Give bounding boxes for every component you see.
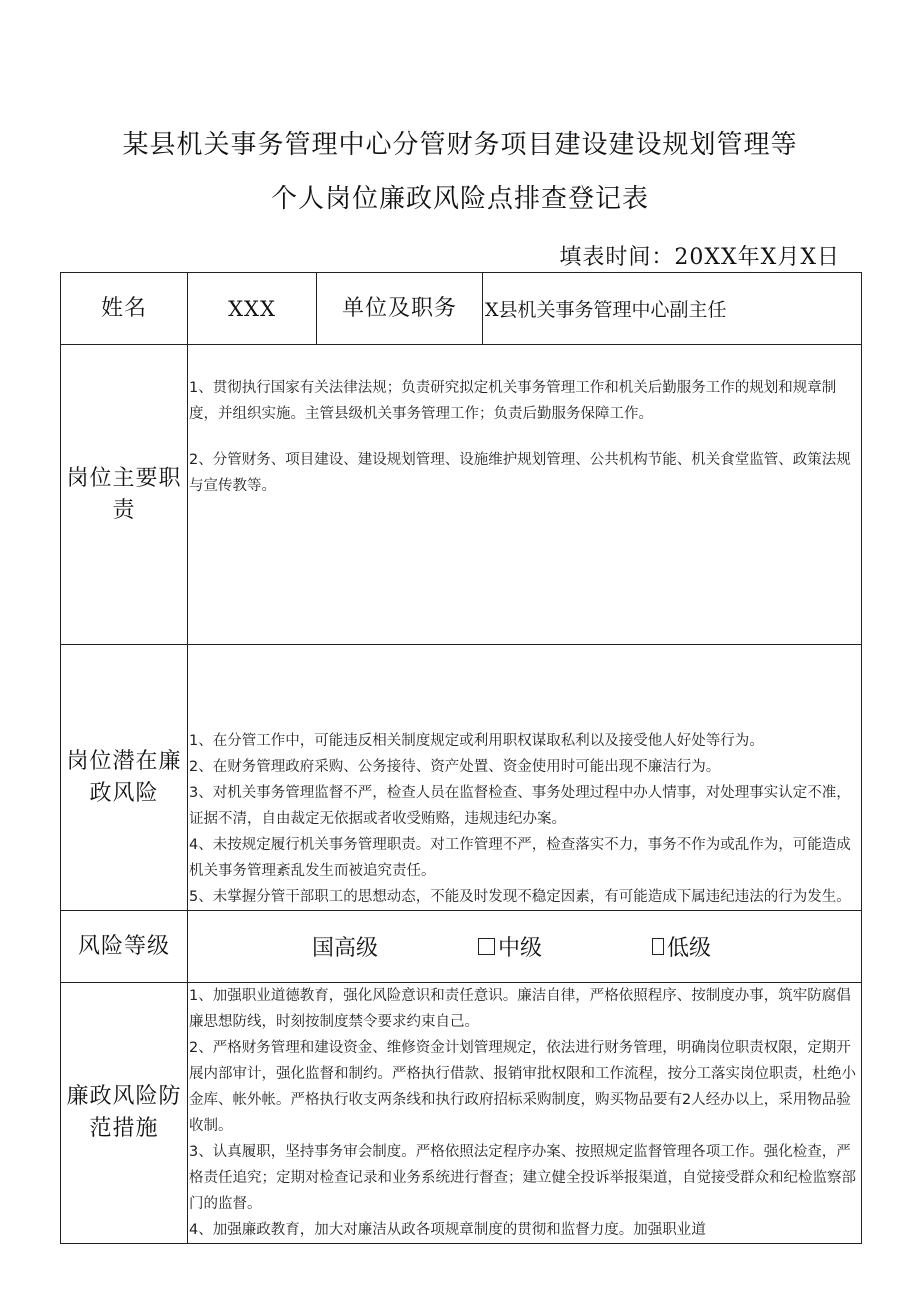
document-title-line2: 个人岗位廉政风险点排查登记表 (270, 184, 649, 214)
risk-level-medium-text: 中级 (498, 936, 543, 961)
risk-level-high[interactable] (312, 931, 378, 962)
duties-content (188, 345, 862, 645)
risk-item: 1、在分管工作中，可能违反相关制度规定或利用职权谋取私利以及接受他人好处等行为。 (189, 733, 764, 749)
duties-label: 岗位主要职责 (61, 345, 188, 645)
duty-item: 2、分管财务、项目建设、建设规划管理、设施维护规划管理、公共机构节能、机关食堂监管、政策法规与宣传教等。 (189, 452, 851, 494)
risk-item: 3、对机关事务管理监督不严，检查人员在监督检查、事务处理过程中办人情事，对处理事实认定不准，证据不清，自由裁定无依据或者收受贿赂，违规违纪办案。 (189, 785, 851, 827)
measure-item: 1、加强职业道德教育，强化风险意识和责任意识。廉洁自律，严格依照程序、按制度办事，筑牢防腐倡廉思想防线，时刻按制度禁令要求约束自己。 (189, 988, 851, 1030)
risk-level-medium[interactable] (478, 931, 542, 962)
measures-label: 廉政风险防范措施 (61, 983, 188, 1244)
risk-level-row (61, 911, 862, 983)
fill-time: 填表时间：20XX年X月X日 (559, 245, 840, 270)
risk-item: 4、未按规定履行机关事务管理职责。对工作管理不严，检查落实不力，事务不作为或乱作为，可能造成机关事务管理紊乱发生而被追究责任。 (189, 837, 851, 879)
risk-level-low[interactable] (652, 931, 711, 962)
unit-value: X县机关事务管理中心副主任 (483, 273, 862, 345)
risk-item: 5、未掌握分管干部职工的思想动态，不能及时发现不稳定因素，有可能造成下属违纪违法的行为发生。 (189, 889, 851, 905)
measures-content (188, 983, 862, 1244)
checkbox-icon (652, 938, 664, 955)
measure-item: 2、严格财务管理和建设资金、维修资金计划管理规定，依法进行财务管理，明确岗位职责权限，定期开展内部审计，强化监督和制约。严格执行借款、报销审批权限和工作流程，按分工落实岗位职责，杜绝小金库、帐外帐。严格执行收支两条线和执行政府招标采购制度，购买物品要有2人经办以上，采用物品验收制。 (189, 1040, 856, 1134)
risk-item: 2、在财务管理政府采购、公务接待、资产处置、资金使用时可能出现不廉洁行为。 (189, 759, 721, 775)
risk-level-low-text: 低级 (667, 936, 712, 961)
measure-item: 3、认真履职，坚持事务审会制度。严格依照法定程序办案、按照规定监督管理各项工作。强化检查，严格责任追究；定期对检查记录和业务系统进行督查；建立健全投诉举报渠道，自觉接受群众和纪检监察部门的监督。 (189, 1144, 856, 1212)
name-value: XXX (188, 273, 317, 345)
document-title-line1: 某县机关事务管理中心分管财务项目建设建设规划管理等 (122, 130, 798, 160)
registration-table (60, 272, 862, 1244)
risks-label: 岗位潜在廉政风险 (61, 645, 188, 911)
risk-level-options (188, 911, 862, 983)
risks-row (61, 645, 862, 911)
measures-row (61, 983, 862, 1244)
risks-content (188, 645, 862, 911)
checkbox-icon (478, 938, 495, 955)
duties-row (61, 345, 862, 645)
duty-item: 1、贯彻执行国家有关法律法规；负责研究拟定机关事务管理工作和机关后勤服务工作的规划和规章制度，并组织实施。主管县级机关事务管理工作；负责后勤服务保障工作。 (189, 380, 837, 422)
risk-level-high-text: 国高级 (312, 936, 379, 961)
unit-label: 单位及职务 (317, 273, 483, 345)
measure-item: 4、加强廉政教育，加大对廉洁从政各项规章制度的贯彻和监督力度。加强职业道 (189, 1222, 706, 1238)
risk-level-label: 风险等级 (61, 911, 188, 983)
name-label: 姓名 (61, 273, 188, 345)
header-row (61, 273, 862, 345)
